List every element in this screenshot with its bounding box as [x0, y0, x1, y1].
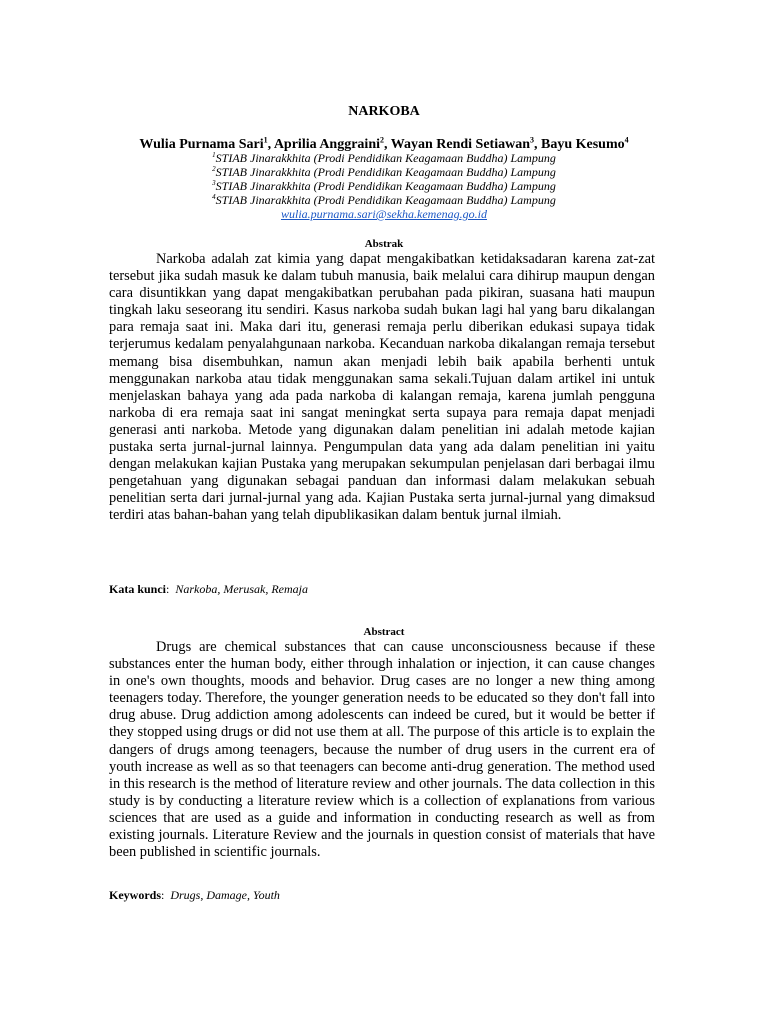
affiliation-text: STIAB Jinarakkhita (Prodi Pendidikan Keagamaan Buddha) Lampung — [215, 165, 556, 179]
author-separator: , — [384, 137, 391, 152]
keywords-values: Drugs, Damage, Youth — [170, 888, 280, 902]
kata-kunci-line — [109, 582, 655, 597]
affiliation-mark: 4 — [212, 193, 216, 201]
author-separator: , — [267, 137, 274, 152]
abstrak-heading: Abstrak — [364, 238, 404, 250]
abstrak-paragraph: Narkoba adalah zat kimia yang dapat mengakibatkan ketidaksadaran karena zat-zat tersebut jika sudah masuk ke dalam tubuh manusia, baik melalui cara dihirup maupun dengan cara disuntikkan yang dapat mengakibatkan perubahan pada pikiran, suasana hati maupun tingkah laku seseorang itu sendiri. Kasus narkoba sudah bukan lagi hal yang baru dikalangan para remaja saat ini. Maka dari itu, generasi remaja perlu diberikan edukasi supaya tidak terjerumus kedalam penyalahgunaan narkoba. Kecanduan narkoba dikalangan remaja tersebut memang bisa disembuhkan, namun akan menjadi lebih baik apabila berhenti untuk menggunakan narkoba atau tidak menggunakan sama sekali.Tujuan dalam artikel ini untuk menjelaskan bahaya yang ada pada narkoba di kalangan remaja, karena jumlah pengguna narkoba di era remaja saat ini sangat meningkat serta supaya para remaja dapat menjadi generasi anti narkoba. Metode yang digunakan dalam penelitian ini adalah metode kajian pustaka serta jurnal-jurnal lainnya. Pengumpulan data yang ada dalam penelitian ini yaitu dengan melakukan kajian Pustaka yang merupakan sekumpulan penjelasan dari berbagai ilmu pengetahuan yang digunakan sebagai panduan dan informasi dalam melakukan sebuah penelitian serta dari jurnal-jurnal yang ada. Kajian Pustaka serta jurnal-jurnal yang dimaksud terdiri atas bahan-bahan yang telah dipublikasikan dalam bentuk jurnal ilmiah. — [109, 251, 655, 524]
kata-kunci-label: Kata kunci — [109, 582, 167, 596]
affiliation-text: STIAB Jinarakkhita (Prodi Pendidikan Keagamaan Buddha) Lampung — [215, 151, 556, 165]
author-affiliation-mark: 1 — [263, 135, 268, 145]
paper-title: NARKOBA — [348, 104, 420, 119]
affiliation-line — [0, 165, 768, 179]
keywords-separator: : — [161, 888, 171, 902]
affiliation-line — [0, 179, 768, 193]
author-affiliation-mark: 4 — [624, 135, 629, 145]
affiliation-line — [0, 193, 768, 207]
author-affiliation-mark: 2 — [380, 135, 384, 145]
email-link[interactable]: wulia.purnama.sari@sekha.kemenag.go.id — [280, 207, 488, 221]
keywords-line — [109, 888, 655, 903]
author-name: Aprilia Anggraini — [273, 137, 380, 152]
keywords-label: Keywords — [109, 888, 161, 902]
abstract-heading: Abstract — [363, 626, 405, 638]
author-affiliation-mark: 3 — [530, 135, 534, 145]
affiliation-mark: 2 — [212, 165, 216, 173]
affiliation-list — [0, 151, 768, 221]
affiliation-text: STIAB Jinarakkhita (Prodi Pendidikan Keagamaan Buddha) Lampung — [215, 193, 556, 207]
affiliation-text: STIAB Jinarakkhita (Prodi Pendidikan Keagamaan Buddha) Lampung — [215, 179, 556, 193]
kata-kunci-values: Narkoba, Merusak, Remaja — [175, 582, 309, 596]
author-separator: , — [534, 137, 541, 152]
affiliation-line — [0, 151, 768, 165]
author-name: Bayu Kesumo — [541, 137, 625, 152]
affiliation-mark: 3 — [212, 179, 216, 187]
abstract-paragraph: Drugs are chemical substances that can cause unconsciousness because if these substances enter the human body, either through inhalation or injection, it can cause changes in one's own thoughts, moods and behavior. Drug cases are no longer a new thing among teenagers today. Therefore, the younger generation needs to be educated so they don't fall into drug abuse. Drug addiction among adolescents can indeed be cured, but it would be better if they stopped using drugs or did not use them at all. The purpose of this article is to explain the dangers of drugs among teenagers, because the number of drug users in the current era of youth increase as well as so that teenagers can become anti-drug generation. The method used in this research is the method of literature review and other journals. The data collection in this study is by conducting a literature review which is a collection of explanations from various sciences that are used as a guide and information in conducting research as well as from existing journals. Literature Review and the journals in question consist of materials that have been published in scientific journals. — [109, 639, 656, 861]
email-line — [0, 207, 768, 221]
kata-kunci-separator: : — [166, 582, 176, 596]
author-name: Wulia Purnama Sari — [139, 137, 264, 152]
author-name: Wayan Rendi Setiawan — [390, 137, 530, 152]
affiliation-mark: 1 — [212, 151, 216, 159]
